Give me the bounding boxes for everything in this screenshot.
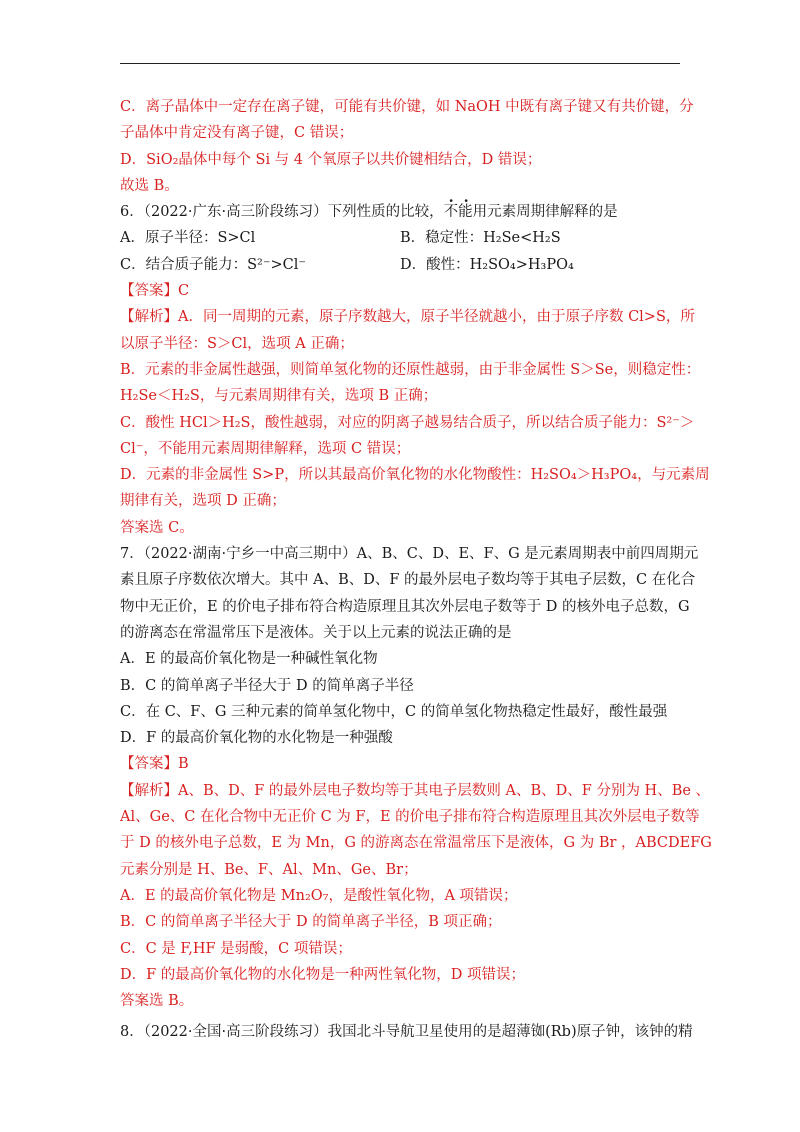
- q7-analysis-line: C．C 是 F,HF 是弱酸，C 项错误；: [120, 940, 352, 957]
- q6-stem-prefix: 6．（2022·广东·高三阶段练习）下列性质的比较，: [120, 204, 444, 221]
- q6-option-c: C．结合质子能力：S²⁻>Cl⁻: [120, 256, 307, 273]
- q6-analysis-line: Cl⁻，不能用元素周期律解释，选项 C 错误；: [120, 440, 411, 457]
- q5-option-d-analysis: D．SiO₂晶体中每个 Si 与 4 个氧原子以共价键相结合，D 错误；: [120, 151, 542, 168]
- q7-option-b: B．C 的简单离子半径大于 D 的简单离子半径: [120, 677, 414, 694]
- q6-analysis-line: H₂Se＜H₂S，与元素周期律有关，选项 B 正确；: [120, 388, 438, 405]
- q7-option-a: A．E 的最高价氧化物是一种碱性氧化物: [120, 651, 378, 668]
- q5-conclusion: 故选 B。: [120, 177, 179, 194]
- q6-option-a: A．原子半径：S>Cl: [120, 230, 256, 247]
- q7-stem-line: 素且原子序数依次增大。其中 A、B、D、F 的最外层电子数均等于其电子层数，C 在化合: [120, 572, 696, 589]
- q6-option-d: D．酸性：H₂SO₄>H₃PO₄: [400, 256, 574, 273]
- q7-analysis-line: A．E 的最高价氧化物是 Mn₂O₇，是酸性氧化物，A 项错误；: [120, 887, 518, 904]
- q6-conclusion: 答案选 C。: [120, 519, 194, 536]
- q7-analysis-line: 元素分别是 H、Be、F、Al、Mn、Ge、Br；: [120, 861, 418, 878]
- q6-option-b: B．稳定性：H₂Se<H₂S: [400, 230, 561, 247]
- q7-stem-line: 物中无正价，E 的价电子排布符合构造原理且其次外层电子数等于 D 的核外电子总数，G: [120, 598, 690, 615]
- q5-option-c-analysis-line1: C．离子晶体中一定存在离子键，可能有共价键，如 NaOH 中既有离子键又有共价键，分: [120, 99, 694, 115]
- q6-stem-emphasis: 不能: [443, 204, 473, 221]
- q7-conclusion: 答案选 B。: [120, 993, 194, 1010]
- q6-stem: [120, 199, 682, 225]
- q5-option-c-analysis-line2: 子晶体中肯定没有离子键，C 错误；: [120, 125, 354, 142]
- q6-analysis-line: C．酸性 HCl＞H₂S，酸性越弱，对应的阴离子越易结合质子，所以结合质子能力：S²⁻＞: [120, 414, 695, 431]
- q6-analysis-line: D．元素的非金属性 S>P，所以其最高价氧化物的水化物酸性：H₂SO₄＞H₃PO₄，与元素周: [120, 467, 710, 484]
- q8-stem: 8．（2022·全国·高三阶段练习）我国北斗导航卫星使用的是超薄铷(Rb)原子钟，该钟的精: [120, 1024, 693, 1041]
- document-content: [120, 94, 712, 1046]
- q7-option-d: D．F 的最高价氧化物的水化物是一种强酸: [120, 730, 393, 747]
- q7-analysis-line: 于 D 的核外电子总数，E 为 Mn，G 的游离态在常温常压下是液体，G 为 Br ，ABCDEFG: [120, 835, 712, 852]
- q6-analysis-line: B．元素的非金属性越强，则简单氢化物的还原性越弱，由于非金属性 S＞Se，则稳定性：: [120, 361, 701, 378]
- q7-stem-line: 的游离态在常温常压下是液体。关于以上元素的说法正确的是: [120, 624, 512, 641]
- q7-analysis-line: B．C 的简单离子半径大于 D 的简单离子半径，B 项正确；: [120, 914, 502, 931]
- q7-analysis-line: D．F 的最高价氧化物的水化物是一种两性氧化物，D 项错误；: [120, 966, 526, 983]
- q7-analysis-line: 【解析】A、B、D、F 的最外层电子数均等于其电子层数则 A、B、D、F 分别为 H、Be 、: [120, 782, 711, 799]
- q7-option-c: C．在 C、F、G 三种元素的简单氢化物中，C 的简单氢化物热稳定性最好，酸性最强: [120, 703, 668, 720]
- q6-analysis-line: 以原子半径：S＞Cl，选项 A 正确；: [120, 335, 354, 352]
- header-rule: [120, 63, 680, 64]
- q6-analysis-line: 【解析】A．同一周期的元素，原子序数越大，原子半径就越小，由于原子序数 Cl>S，所: [120, 309, 695, 326]
- q6-options-row1: [120, 225, 682, 251]
- q6-options-row2: [120, 252, 682, 278]
- q7-analysis-line: Al、Ge、C 在化合物中无正价 C 为 F，E 的价电子排布符合构造原理且其次外层电子数等: [120, 809, 700, 826]
- q6-answer: 【答案】C: [120, 283, 190, 300]
- q7-stem-line: 7．（2022·湖南·宁乡一中高三期中）A、B、C、D、E、F、G 是元素周期表中前四周期元: [120, 546, 699, 563]
- q7-answer: 【答案】B: [120, 756, 189, 773]
- q6-stem-suffix: 用元素周期律解释的是: [472, 204, 618, 221]
- q6-analysis-line: 期律有关，选项 D 正确；: [120, 493, 286, 510]
